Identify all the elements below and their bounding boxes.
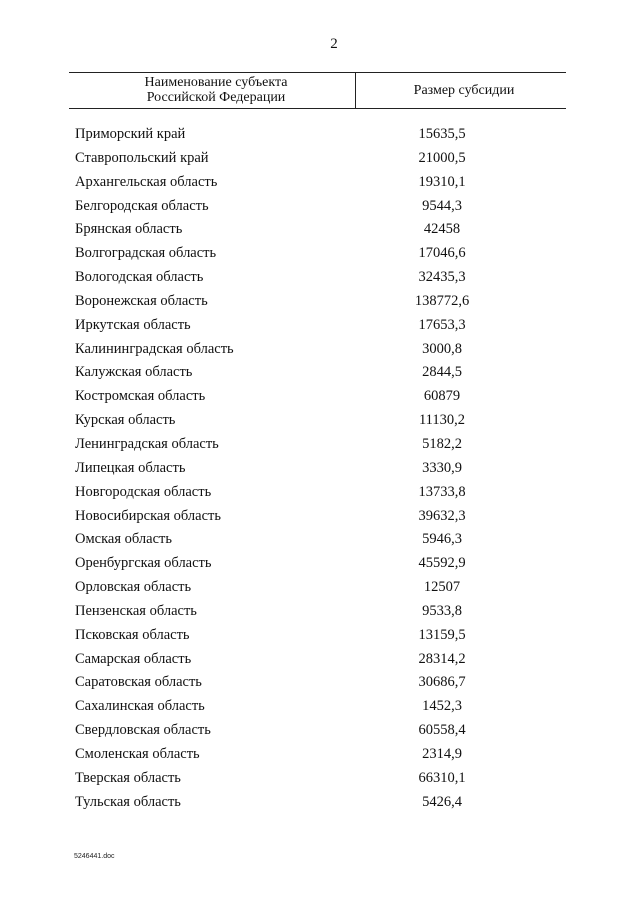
table-row	[0, 529, 640, 553]
table-row	[0, 386, 640, 410]
region-name: Пензенская область	[75, 602, 197, 619]
subsidy-value: 60558,4	[418, 722, 466, 739]
subsidy-value: 17653,3	[418, 316, 466, 333]
table-row	[0, 625, 640, 649]
region-name: Псковская область	[75, 626, 190, 643]
subsidy-value: 60879	[423, 388, 461, 405]
table-row	[0, 410, 640, 434]
table-row	[0, 696, 640, 720]
subsidy-value: 12507	[423, 579, 461, 596]
region-name: Сахалинская область	[75, 698, 205, 715]
table-row	[0, 219, 640, 243]
region-name: Орловская область	[75, 579, 192, 596]
region-name: Приморский край	[75, 126, 186, 142]
subsidy-value: 39632,3	[418, 507, 466, 524]
subsidy-value: 138772,6	[414, 292, 470, 309]
table-header	[69, 72, 566, 109]
subsidy-value: 42458	[423, 221, 461, 238]
region-name: Волгоградская область	[75, 245, 217, 262]
region-name: Тульская область	[75, 793, 181, 810]
table-row	[0, 124, 640, 148]
table-body	[0, 124, 640, 815]
subsidy-value: 5182,2	[422, 435, 462, 452]
region-name: Воронежская область	[75, 292, 208, 309]
header-subsidy-amount: Размер субсидии	[413, 83, 515, 98]
subsidy-value: 9544,3	[422, 197, 462, 214]
region-name: Костромская область	[75, 388, 206, 405]
table-row	[0, 577, 640, 601]
region-name: Омская область	[75, 531, 172, 548]
table-row	[0, 291, 640, 315]
region-name: Курская область	[75, 412, 176, 429]
subsidy-value: 9533,8	[422, 602, 462, 619]
header-subject-line1: Наименование субъекта	[144, 75, 288, 90]
subsidy-value: 11130,2	[418, 412, 466, 429]
subsidy-value: 17046,6	[418, 245, 466, 262]
region-name: Самарская область	[75, 650, 192, 667]
region-name: Архангельская область	[75, 173, 218, 190]
region-name: Саратовская область	[75, 674, 202, 691]
table-row	[0, 720, 640, 744]
document-code: 5246441.doc	[74, 853, 115, 860]
table-row	[0, 172, 640, 196]
region-name: Липецкая область	[75, 459, 186, 476]
table-row	[0, 553, 640, 577]
subsidy-value: 13733,8	[418, 483, 466, 500]
region-name: Иркутская область	[75, 316, 191, 333]
table-row	[0, 506, 640, 530]
table-row	[0, 744, 640, 768]
table-row	[0, 458, 640, 482]
table-row	[0, 339, 640, 363]
region-name: Белгородская область	[75, 197, 209, 214]
subsidy-value: 3330,9	[422, 459, 462, 476]
subsidy-value: 1452,3	[422, 698, 462, 715]
table-row	[0, 482, 640, 506]
subsidy-value: 15635,5	[418, 126, 466, 142]
region-name: Ставропольский край	[75, 149, 209, 166]
subsidy-value: 13159,5	[418, 626, 466, 643]
subsidy-value: 32435,3	[418, 269, 466, 286]
table-row	[0, 649, 640, 673]
subsidy-value: 2314,9	[422, 745, 462, 762]
table-row	[0, 601, 640, 625]
region-name: Калининградская область	[75, 340, 234, 357]
table-row	[0, 362, 640, 386]
region-name: Новгородская область	[75, 483, 212, 500]
header-subject-name	[69, 73, 355, 108]
table-row	[0, 768, 640, 792]
subsidy-value: 5946,3	[422, 531, 462, 548]
table-row	[0, 434, 640, 458]
table-row	[0, 792, 640, 816]
region-name: Вологодская область	[75, 269, 204, 286]
region-name: Свердловская область	[75, 722, 211, 739]
region-name: Ленинградская область	[75, 435, 219, 452]
header-subject-line2: Российской Федерации	[146, 90, 286, 105]
subsidy-value: 30686,7	[418, 674, 466, 691]
subsidy-value: 21000,5	[418, 149, 466, 166]
subsidy-value: 3000,8	[422, 340, 462, 357]
subsidy-value: 5426,4	[422, 793, 462, 810]
table-row	[0, 672, 640, 696]
subsidy-value: 19310,1	[418, 173, 466, 190]
region-name: Брянская область	[75, 221, 183, 238]
region-name: Калужская область	[75, 364, 193, 381]
subsidy-value: 45592,9	[418, 555, 466, 572]
table-row	[0, 243, 640, 267]
region-name: Оренбургская область	[75, 555, 212, 572]
table-row	[0, 315, 640, 339]
table-row	[0, 267, 640, 291]
subsidy-value: 28314,2	[418, 650, 466, 667]
region-name: Тверская область	[75, 769, 181, 786]
subsidy-value: 2844,5	[422, 364, 462, 381]
table-row	[0, 148, 640, 172]
region-name: Смоленская область	[75, 745, 200, 762]
region-name: Новосибирская область	[75, 507, 221, 524]
subsidy-value: 66310,1	[418, 769, 466, 786]
page-number: 2	[330, 36, 338, 52]
table-row	[0, 196, 640, 220]
